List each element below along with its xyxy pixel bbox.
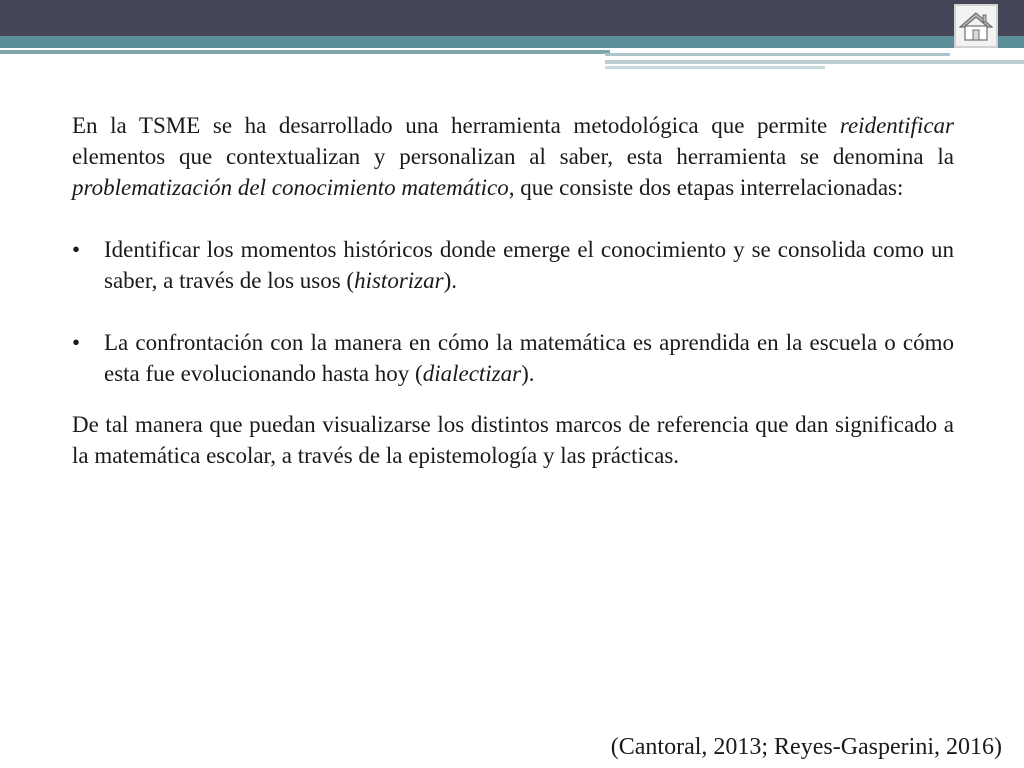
header-stripe bbox=[0, 50, 610, 54]
bullet-marker: • bbox=[72, 237, 81, 262]
bullet-text: Identificar los momentos históricos donde emerge el conocimiento y se consolida como un saber, a través de los usos (historizar). bbox=[104, 237, 954, 293]
header-stripe bbox=[605, 60, 1024, 64]
home-button[interactable] bbox=[954, 4, 998, 48]
bullet-marker: • bbox=[72, 330, 81, 355]
bullet-text: La confrontación con la manera en cómo la matemática es aprendida en la escuela o cómo esta fue evolucionando hasta hoy (dialectizar). bbox=[104, 330, 954, 386]
intro-paragraph: En la TSME se ha desarrollado una herramienta metodológica que permite reidentificar elementos que contextualizan y personalizan al saber, esta herramienta se denomina la problematización del conocimiento matemático, que consiste dos etapas interrelacionadas: bbox=[72, 113, 954, 200]
header-stripe bbox=[605, 66, 825, 69]
slide-body bbox=[72, 110, 954, 471]
list-item bbox=[72, 234, 954, 296]
header-band bbox=[0, 0, 1024, 36]
emphasis-problematizacion: problematización del conocimiento matemático bbox=[72, 175, 509, 200]
header-stripe bbox=[605, 53, 950, 56]
home-icon bbox=[959, 10, 993, 42]
conclusion-paragraph: De tal manera que puedan visualizarse los distintos marcos de referencia que dan significado a la matemática escolar, a través de la epistemología y las prácticas. bbox=[72, 412, 954, 468]
citation: (Cantoral, 2013; Reyes-Gasperini, 2016) bbox=[610, 734, 1002, 760]
header-accent-band bbox=[0, 36, 1024, 48]
list-item bbox=[72, 327, 954, 389]
emphasis-reidentificar: reidentificar bbox=[839, 113, 954, 138]
